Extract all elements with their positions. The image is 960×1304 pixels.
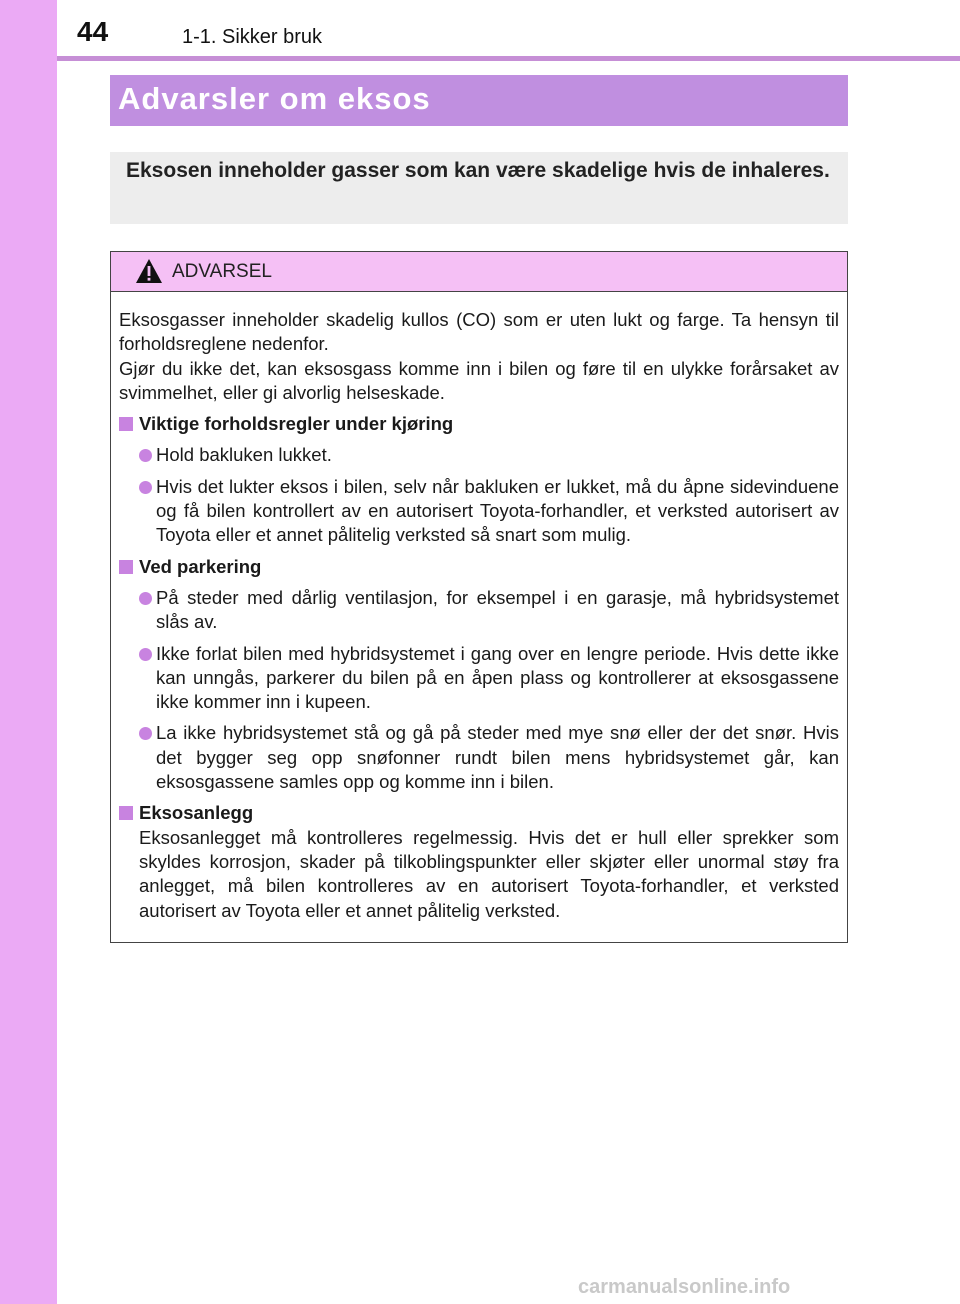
warning-label: ADVARSEL: [172, 261, 272, 282]
square-bullet-icon: [119, 806, 133, 820]
section-heading-parking: [119, 555, 839, 579]
page-header: [57, 0, 960, 58]
list-item: [119, 586, 839, 635]
page-number: 44: [77, 16, 109, 47]
intro-text: Eksosen inneholder gasser som kan være skadelige hvis de inhaleres.: [126, 159, 830, 182]
list-item: [119, 642, 839, 715]
side-color-band: [0, 0, 57, 1304]
exhaust-system-text: Eksosanlegget må kontrolleres regelmessig. Hvis det er hull eller sprekker som skyldes korrosjon, skader på tilkoblingspunkter eller skjøter eller unormal støy fra anlegget, må bilen kontrolleres av en autorisert Toyota-forhandler, et verksted autorisert av Toyota eller et annet pålitelig verksted.: [139, 826, 839, 921]
warning-box: [110, 251, 848, 943]
warning-body: [111, 292, 847, 923]
section-heading-text: Viktige forholdsregler under kjøring: [139, 413, 454, 435]
round-bullet-icon: [139, 592, 152, 605]
list-item: [119, 475, 839, 548]
section-heading-text: Ved parkering: [139, 555, 262, 577]
warning-intro-line-2: Gjør du ikke det, kan eksosgass komme inn i bilen og føre til en ulykke forårsaket av svimmelhet, eller gi alvorlig helseskade.: [119, 357, 839, 403]
square-bullet-icon: [119, 560, 133, 574]
list-item-text: På steder med dårlig ventilasjon, for eksempel i en garasje, må hybridsystemet slås av.: [156, 586, 839, 633]
list-item: [119, 721, 839, 794]
warning-header: [111, 252, 847, 292]
section-heading-exhaust-system: [119, 801, 839, 825]
list-item: [119, 443, 839, 467]
intro-box: [110, 152, 848, 224]
round-bullet-icon: [139, 481, 152, 494]
page-title: Advarsler om eksos: [118, 81, 431, 116]
section-title: 1-1. Sikker bruk: [182, 26, 323, 48]
list-item-text: Ikke forlat bilen med hybridsystemet i gang over en lengre periode. Hvis dette ikke kan unngås, parkerer du bilen på en åpen plass og kontrollerer at eksosgassene ikke kommer inn i kupeen.: [156, 642, 839, 713]
round-bullet-icon: [139, 449, 152, 462]
round-bullet-icon: [139, 727, 152, 740]
warning-triangle-icon: [135, 258, 163, 284]
page-title-bar: [110, 75, 848, 126]
section-heading-driving: [119, 412, 839, 436]
round-bullet-icon: [139, 648, 152, 661]
list-item-text: Hold bakluken lukket.: [156, 444, 332, 466]
list-item-text: Hvis det lukter eksos i bilen, selv når bakluken er lukket, må du åpne sidevinduene og få bilen kontrollert av en autorisert Toyota-forhandler, et verksted autorisert av Toyota eller et annet pålitelig verksted så snart som mulig.: [156, 475, 839, 546]
square-bullet-icon: [119, 417, 133, 431]
list-item-text: La ikke hybridsystemet stå og gå på steder med mye snø eller der det snør. Hvis det bygger seg opp snøfonner rundt bilen mens hybridsystemet går, kan eksosgassene samles opp og komme inn i bilen.: [156, 722, 839, 793]
header-divider: [57, 56, 960, 61]
section-heading-text: Eksosanlegg: [139, 802, 254, 824]
warning-intro-line-1: Eksosgasser inneholder skadelig kullos (CO) som er uten lukt og farge. Ta hensyn til forholdsreglene nedenfor.: [119, 309, 839, 355]
watermark: carmanualsonline.info: [578, 1276, 791, 1298]
